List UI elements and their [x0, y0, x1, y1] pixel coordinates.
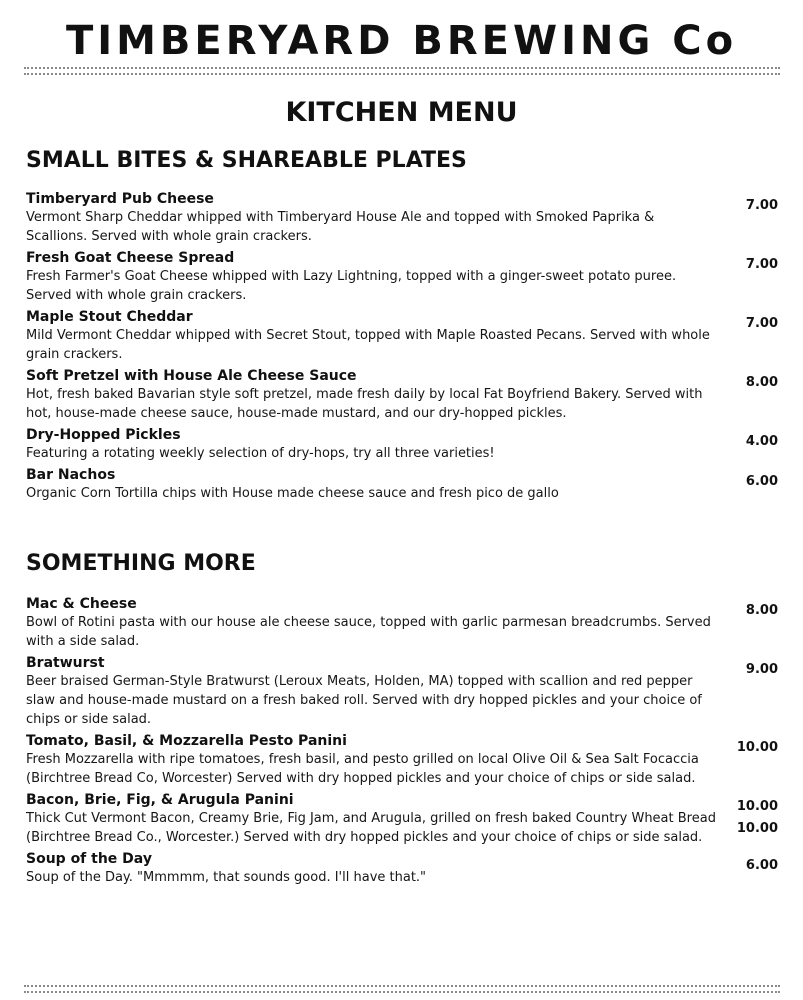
item-price: 6.00: [745, 858, 778, 873]
item-price-secondary: 10.00: [736, 821, 778, 836]
item-name: Maple Stout Cheddar: [26, 309, 193, 325]
menu-item: [26, 655, 778, 729]
menu-item: [26, 792, 778, 847]
menu-item: [26, 851, 778, 887]
item-name: Bar Nachos: [26, 467, 116, 483]
item-description: Vermont Sharp Cheddar whipped with Timberyard House Ale and topped with Smoked Paprika & Scallions. Served with whole grain crackers.: [26, 210, 655, 244]
menu-item: [26, 427, 778, 463]
item-price: 6.00: [745, 474, 778, 489]
item-name: Bratwurst: [26, 655, 105, 671]
item-description: Mild Vermont Cheddar whipped with Secret Stout, topped with Maple Roasted Pecans. Served with whole grain crackers.: [26, 328, 710, 362]
item-name: Soft Pretzel with House Ale Cheese Sauce: [26, 368, 357, 384]
section-title-small-bites: SMALL BITES & SHAREABLE PLATES: [26, 148, 467, 173]
item-name: Mac & Cheese: [26, 596, 137, 612]
item-description: Thick Cut Vermont Bacon, Creamy Brie, Fig Jam, and Arugula, grilled on fresh baked Country Wheat Bread (Birchtree Bread Co., Worcester.) Served with dry hopped pickles and your choice of chips or side salad.: [26, 811, 716, 845]
menu-item: [26, 250, 778, 305]
item-price: 7.00: [745, 257, 778, 272]
menu-item: [26, 733, 778, 788]
bottom-divider: [24, 985, 780, 987]
item-price: 7.00: [745, 316, 778, 331]
item-name: Soup of the Day: [26, 851, 152, 867]
item-description: Hot, fresh baked Bavarian style soft pretzel, made fresh daily by local Fat Boyfriend Bakery. Served with hot, house-made cheese sauce, house-made mustard, and our dry-hopped pickles.: [26, 387, 703, 421]
item-name: Fresh Goat Cheese Spread: [26, 250, 235, 266]
item-price: 4.00: [745, 434, 778, 449]
item-description: Bowl of Rotini pasta with our house ale cheese sauce, topped with garlic parmesan breadcrumbs. Served with a side salad.: [26, 615, 711, 649]
menu-item: [26, 309, 778, 364]
item-price: 10.00: [736, 799, 778, 814]
item-name: Dry-Hopped Pickles: [26, 427, 181, 443]
item-name: Tomato, Basil, & Mozzarella Pesto Panini: [26, 733, 347, 749]
menu-item: [26, 596, 778, 651]
section-title-something-more: SOMETHING MORE: [26, 551, 256, 576]
item-name: Bacon, Brie, Fig, & Arugula Panini: [26, 792, 294, 808]
item-price: 7.00: [745, 198, 778, 213]
item-price: 10.00: [736, 740, 778, 755]
item-description: Organic Corn Tortilla chips with House made cheese sauce and fresh pico de gallo: [26, 486, 559, 501]
small-bites-list: [26, 191, 778, 507]
item-description: Beer braised German-Style Bratwurst (Leroux Meats, Holden, MA) topped with scallion and red pepper slaw and house-made mustard on a fresh baked roll. Served with dry hopped pickles and your choice of chips or side salad.: [26, 674, 702, 727]
bottom-divider: [24, 991, 780, 993]
menu-item: [26, 467, 778, 503]
something-more-list: [26, 596, 778, 891]
top-divider: [24, 67, 780, 69]
item-description: Featuring a rotating weekly selection of dry-hops, try all three varieties!: [26, 446, 495, 461]
item-price: 9.00: [745, 662, 778, 677]
menu-item: [26, 191, 778, 246]
item-price: 8.00: [745, 603, 778, 618]
item-name: Timberyard Pub Cheese: [26, 191, 214, 207]
page-title: KITCHEN MENU: [285, 97, 518, 128]
item-description: Fresh Mozzarella with ripe tomatoes, fresh basil, and pesto grilled on local Olive Oil & Sea Salt Focaccia (Birchtree Bread Co, Worcester) Served with dry hopped pickles and your choice of chips or side salad.: [26, 752, 699, 786]
item-description: Soup of the Day. "Mmmmm, that sounds good. I'll have that.": [26, 870, 427, 885]
top-divider: [24, 73, 780, 75]
menu-item: [26, 368, 778, 423]
item-price: 8.00: [745, 375, 778, 390]
item-description: Fresh Farmer's Goat Cheese whipped with Lazy Lightning, topped with a ginger-sweet potato puree. Served with whole grain crackers.: [26, 269, 677, 303]
brand-logo: TIMBERYARD BREWING Co: [65, 18, 738, 64]
